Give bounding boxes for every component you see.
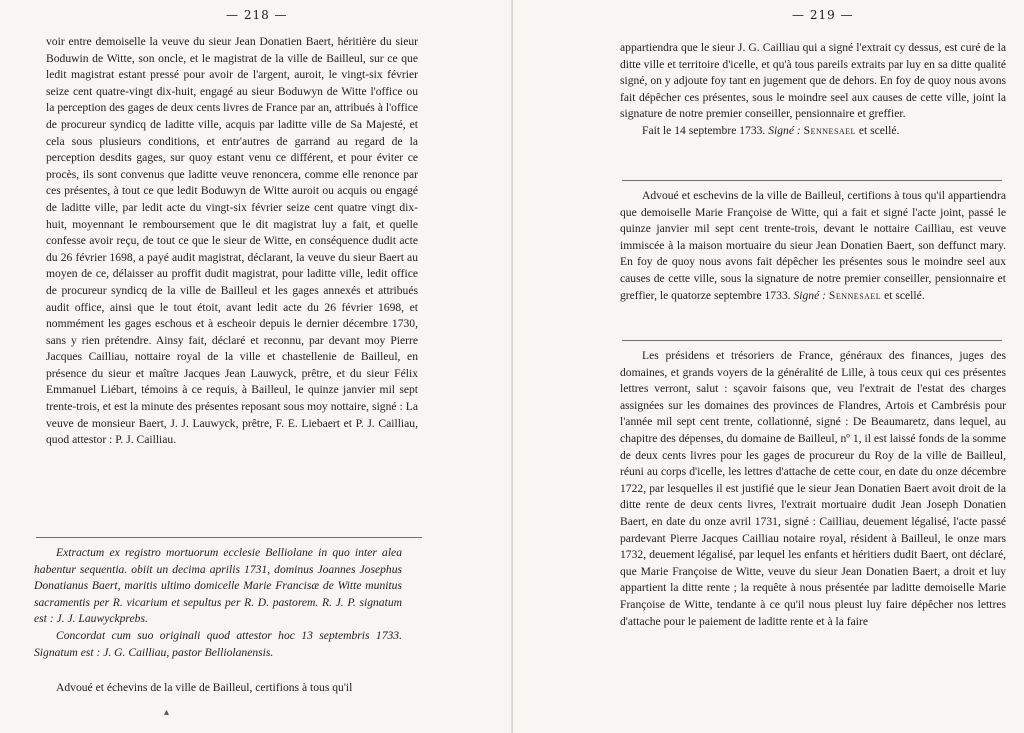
right-paragraph-2-date: Fait le 14 septembre 1733. (642, 123, 766, 137)
left-paragraph-4: Advoué et échevins de la ville de Bailleul, certifions à tous qu'il (56, 681, 353, 694)
right-text-block-2 (620, 188, 1006, 304)
ink-mark: ▴ (164, 707, 170, 718)
page-number-left: — 218 — (226, 8, 288, 22)
right-paragraph-3-text: Advoué et eschevins de la ville de Bailleul, certifions à tous qu'il appartiendra que demoiselle Marie Françoise de Witte, qui a fait et signé l'acte joint, passé le quinze janvier mil sept cent trente-trois, devant le nottaire Cailliau, est veuve immiscée à la maison mortuaire du sieur Jean Donatien Baert, son deffunct mary. En foy de quoy nous avons fait dépêcher les présentes sous le moindre seel aux causes de cette ville, sous la signature de notre premier conseiller, pensionnaire et greffier, le quatorze septembre 1733. (620, 189, 1006, 302)
right-page (512, 0, 1024, 733)
right-paragraph-2-end: et scellé. (858, 123, 900, 137)
left-divider (36, 537, 422, 538)
left-paragraph-3: Concordat cum suo originali quod attestor hoc 13 septembris 1733. Signatum est : J. G. Cailliau, pastor Belliolanensis. (34, 628, 402, 659)
right-paragraph-3-end: et scellé. (884, 288, 925, 302)
right-text-block-1 (620, 40, 1006, 140)
left-latin-block (34, 545, 402, 661)
right-paragraph-1: appartiendra que le sieur J. G. Cailliau qui a signé l'extrait cy dessus, est curé de la ditte ville et territoire d'icelle, et qu'à tous pareils extraits par luy en sa ditte qualité signé, on y adjoute foy tant en jugement que de dehors. En foy de quoy nous avons fait dépêcher ces présentes, sous le moindre seel aux causes de cette ville, joint la signature de notre premier conseiller, pensionnaire et greffier. (620, 41, 1006, 121)
right-paragraph-3 (620, 188, 1006, 304)
right-paragraph-3-signe: Signé : (793, 288, 827, 302)
right-paragraph-2-name: Sennesael (803, 123, 856, 137)
right-text-block-3 (620, 348, 1006, 630)
right-paragraph-4: Les présidens et trésoriers de France, généraux des finances, juges des domaines, et grands voyers de la généralité de Lille, à tous ceux qui ces présentes lettres verront, salut : sçavoir faisons que, veu l'extrait de l'estat des charges assignées sur les domaines des provinces de Flandres, Artois et Cambrésis pour l'année mil sept cent trente, collationné, signé : De Beaumaretz, dans lequel, au chapitre des dépenses, du domaine de Bailleul, nº 1, il est laissé fonds de la somme de deux cents livres pour les gages de procureur du Roy de la ville de Bailleul, réuni au corps d'icelle, les lettres d'attache de cette cour, en date du onze décembre 1722, par lesquelles il est justifié que le sieur Jean Donatien Baert avoit droit de la ditte rente de deux cents livres, l'extrait mortuaire dudit Jean Joseph Donatien Baert, en date du onze avril 1731, signé : Cailliau, deuement légalisé, l'acte passé pardevant Pierre Jacques Cailliau notaire royal, résident à Bailleul, le onze mars 1732, deuement légalisé, par lequel les enfants et héritiers dudit Baert, ont déclaré, que Marie Françoise de Witte, veuve du sieur Jean Donatien Baert, a droit et luy appartient la ditte rente ; la requête à nous présentée par laditte demoiselle Marie Françoise de Witte, tendante à ce qu'il nous pleust luy faire dépêcher nos lettres d'attache pour le paiement de laditte rente et à la faire (620, 349, 1006, 628)
right-divider-1 (622, 180, 1002, 181)
left-paragraph-1: voir entre demoiselle la veuve du sieur Jean Donatien Baert, héritière du sieur Boduwin de Witte, son oncle, et le magistrat de la ville de Bailleul, sur ce que ledit magistrat estant pressé pour avoir de l'argent, auroit, le vingt-six février seize cent quatre-vingt dix-huit, engagé au sieur Boduwyn de Witte l'office ou la perception des gages de deux cents livres de France par an, attribués à l'office de procureur syndicq de laditte ville, acquis par laditte ville de Sa Majesté, et cela sous plusieurs conditions, et entr'autres de garrand au regard de la perception desdits gages, sur quoy estant venu ce différent, et pour éviter ce procès, ils sont convenus que laditte veuve renoncera, comme elle renonce par ces présentes, à tout ce que ledit Boduwyn de Witte auroit ou acquis ou engagé de laditte ville, par ledit acte du vingt-six février seize cent quatre vingt dix-huit, moyennant le remboursement que le dit magistrat luy a fait, et quelle confesse avoir reçu, de tout ce que le sieur de Witte, en conséquence dudit acte du 26 février 1698, a payé audit magistrat, déclarant, la veuve du sieur Baert au moyen de ce, délaisser au proffit dudit magistrat, pour laditte ville, ledit office de procureur syndicq de la ville de Bailleul et les gages annexés et attribués audit office, ainsi que le tout étoit, avant ledit acte du 26 février 1698, et nommément les gages eschous et à escheoir depuis le dernier décembre 1730, sans y rien prétendre. Ainsy fait, déclaré et reconnu, par devant moy Pierre Jacques Cailliau, nottaire royal de la ville et chastellenie de Bailleul, en présence du sieur et maître Jacques Jean Lauwyck, prêtre, et du sieur Félix Emmanuel Liébart, témoins à ce requis, à Bailleul, le quinze janvier mil sept trente-trois, et est la minute des présentes reposant sous moy nottaire, signé : La veuve de monsieur Baert, J. J. Lauwyck, prêtre, F. E. Liebaert et P. J. Cailliau, quod attestor : P. J. Cailliau. (46, 35, 418, 447)
left-text-block (46, 34, 418, 449)
right-paragraph-3-name: Sennesael (828, 288, 882, 302)
left-paragraph-2: Extractum ex registro mortuorum ecclesie Belliolane in quo inter alea habentur sequentia. obiit un decima aprilis 1731, dominus Joannes Josephus Donatianus Baert, maritis ultimo domicelle Marie Francisæ de Witte munitus sacramentis per R. vicarium et sepultus per R. D. pastorem. R. J. P. signatum est : J. J. Lauwyckprebs. (34, 546, 402, 626)
right-paragraph-2-signe: Signé : (768, 123, 801, 137)
page-number-right: — 219 — (792, 8, 854, 22)
right-paragraph-2 (620, 123, 1006, 140)
right-divider-2 (622, 340, 1002, 341)
left-closing-block (34, 680, 402, 697)
